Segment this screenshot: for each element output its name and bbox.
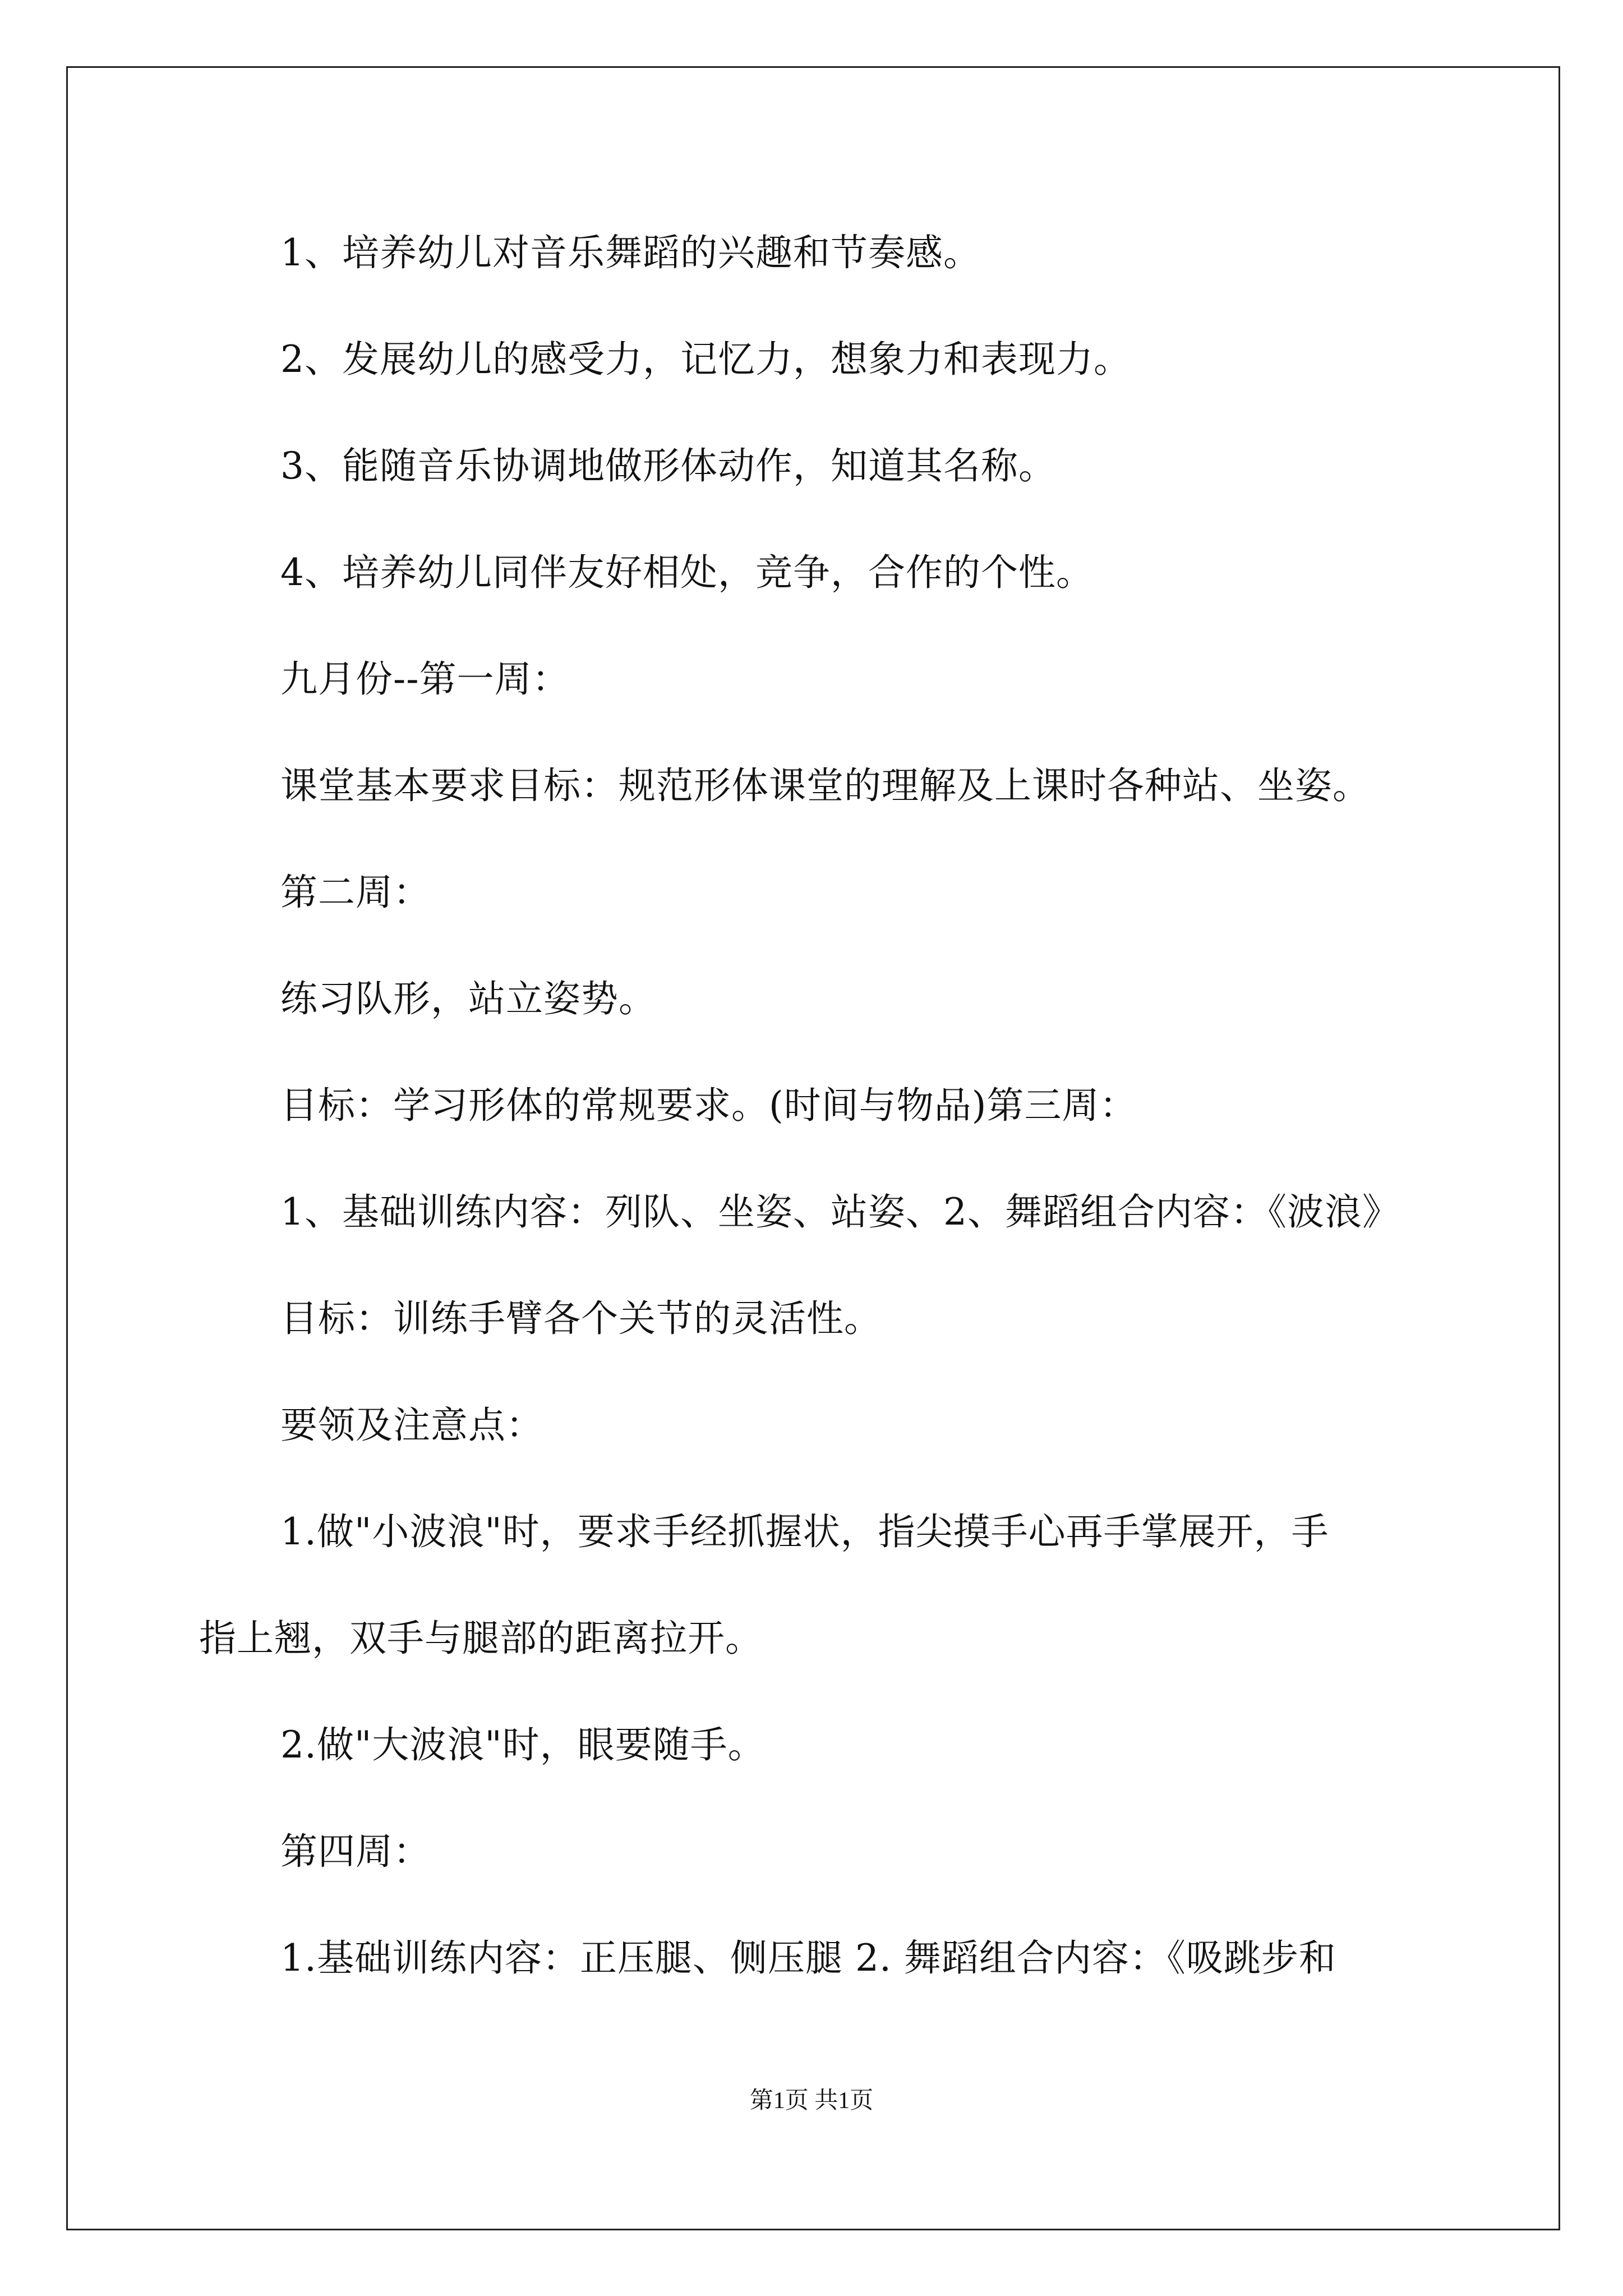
text-line: 目标：学习形体的常规要求。(时间与物品)第三周：	[280, 1084, 1137, 1127]
text-line: 九月份--第一周：	[280, 657, 570, 701]
text-line: 4、培养幼儿同伴友好相处，竞争，合作的个性。	[280, 551, 1094, 594]
text-line: 练习队形，站立姿势。	[280, 977, 656, 1020]
text-line: 1.做"小波浪"时，要求手经抓握状，指尖摸手心再手掌展开，手	[280, 1510, 1329, 1553]
text-line: 课堂基本要求目标：规范形体课堂的理解及上课时各种站、坐姿。	[280, 764, 1370, 807]
text-line: 3、能随音乐协调地做形体动作，知道其名称。	[280, 444, 1056, 487]
text-line: 1.基础训练内容：正压腿、侧压腿 2. 舞蹈组合内容：《吸跳步和	[280, 1936, 1336, 1980]
text-line: 指上翘，双手与腿部的距离拉开。	[199, 1617, 763, 1660]
text-line: 1、基础训练内容：列队、坐姿、站姿、2、舞蹈组合内容：《波浪》	[280, 1190, 1400, 1234]
text-line: 2.做"大波浪"时，眼要随手。	[280, 1723, 766, 1766]
text-line: 1、培养幼儿对音乐舞蹈的兴趣和节奏感。	[280, 231, 981, 274]
text-line: 2、发展幼儿的感受力，记忆力，想象力和表现力。	[280, 338, 1131, 381]
text-line: 目标：训练手臂各个关节的灵活性。	[280, 1297, 882, 1340]
page-border	[66, 66, 1560, 2230]
text-line: 要领及注意点：	[280, 1404, 543, 1447]
page-number: 第1页 共1页	[749, 2088, 874, 2114]
text-line: 第二周：	[280, 871, 431, 914]
text-line: 第四周：	[280, 1830, 431, 1873]
